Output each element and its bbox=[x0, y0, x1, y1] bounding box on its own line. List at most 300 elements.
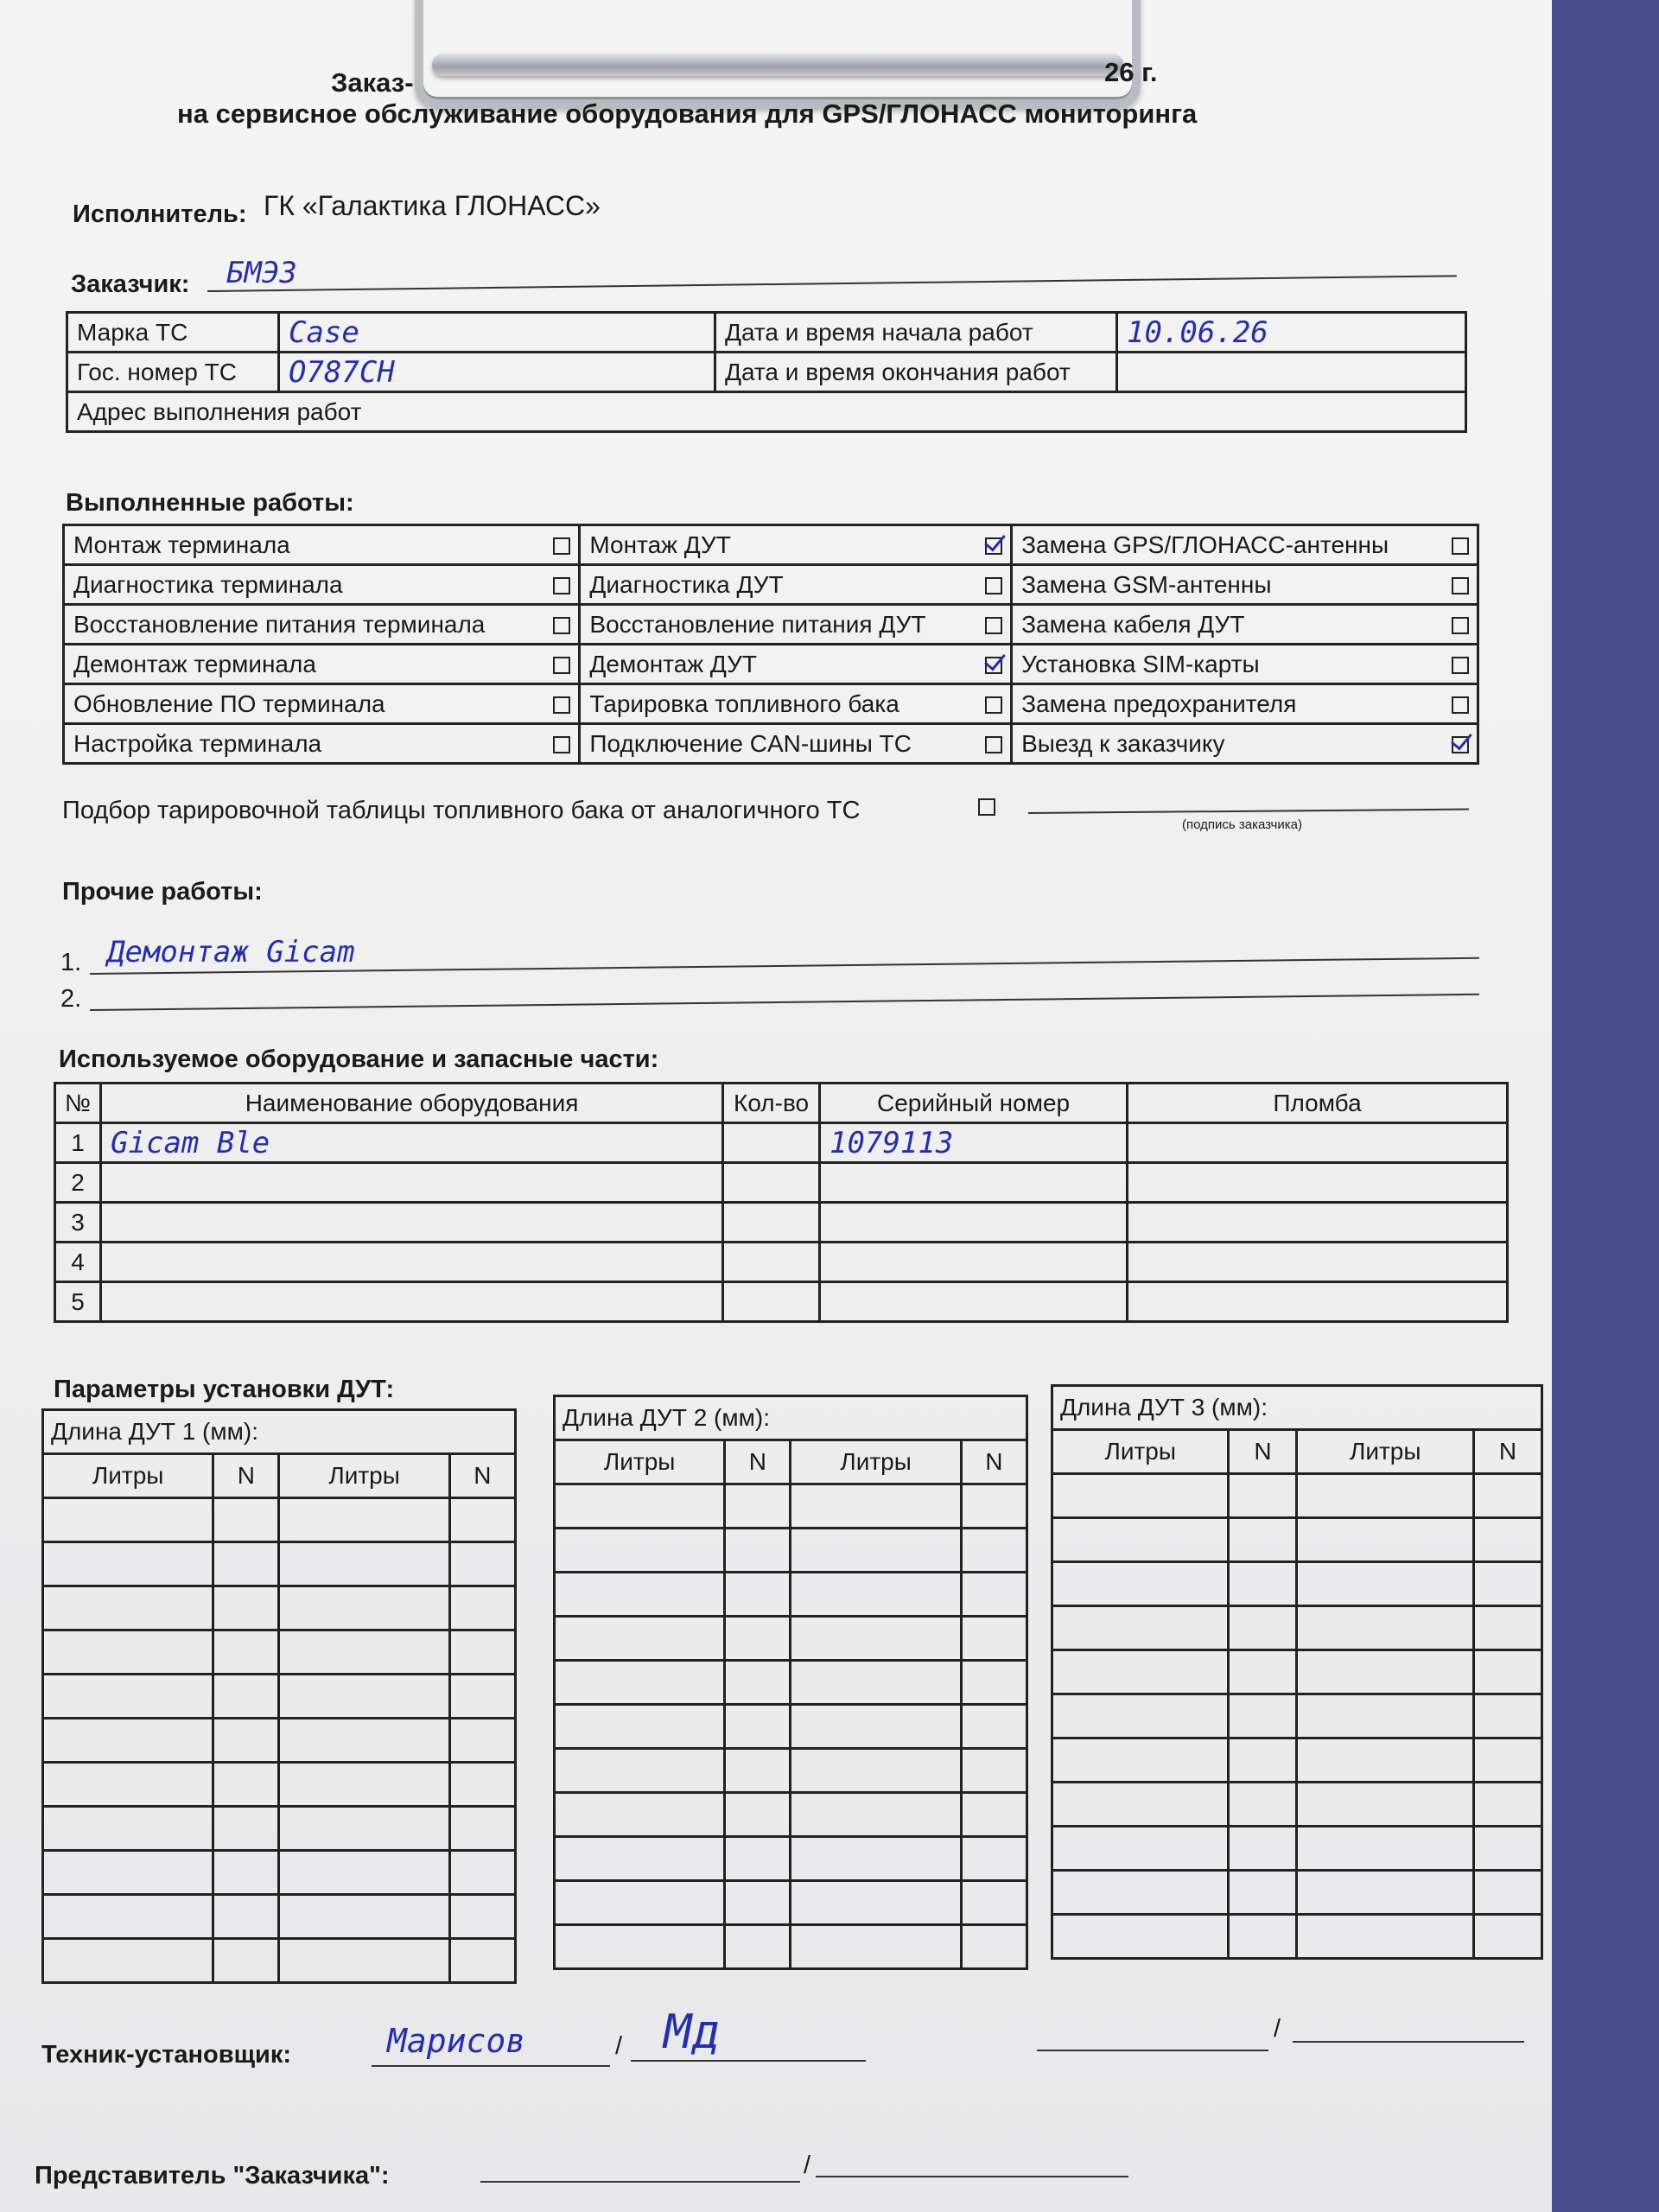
table-row bbox=[555, 1573, 1027, 1617]
dut-cell[interactable] bbox=[213, 1586, 279, 1630]
dut-cell[interactable] bbox=[1297, 1562, 1473, 1606]
dut-cell[interactable] bbox=[961, 1793, 1027, 1837]
dut-cell[interactable] bbox=[449, 1851, 515, 1895]
dut-cell[interactable] bbox=[1052, 1694, 1229, 1738]
other-works-title: Прочие работы: bbox=[62, 878, 263, 906]
equipment-cell[interactable] bbox=[1128, 1243, 1508, 1282]
dut-header: N bbox=[449, 1454, 515, 1498]
work-checkbox[interactable] bbox=[985, 537, 1002, 555]
dut-cell[interactable] bbox=[279, 1763, 449, 1807]
work-checkbox[interactable] bbox=[553, 657, 570, 674]
installer-label: Техник-установщик: bbox=[41, 2041, 292, 2069]
dut-cell[interactable] bbox=[1052, 1650, 1229, 1694]
dut-cell[interactable] bbox=[1229, 1915, 1297, 1959]
table-row bbox=[55, 1123, 1508, 1163]
dut-cell[interactable] bbox=[213, 1807, 279, 1851]
dut-cell[interactable] bbox=[43, 1498, 213, 1542]
dut-cell[interactable] bbox=[791, 1661, 961, 1705]
dut-cell[interactable] bbox=[961, 1573, 1027, 1617]
second-name-line bbox=[1037, 2050, 1268, 2051]
dut-cell[interactable] bbox=[555, 1881, 725, 1925]
table-row bbox=[43, 1630, 516, 1675]
other-work-2-line bbox=[90, 994, 1479, 1011]
work-checkbox[interactable] bbox=[553, 696, 570, 714]
work-checkbox[interactable] bbox=[985, 577, 1002, 594]
dut-cell[interactable] bbox=[555, 1793, 725, 1837]
works-row bbox=[64, 605, 1478, 645]
work-checkbox[interactable] bbox=[1452, 537, 1469, 555]
contractor-value: ГК «Галактика ГЛОНАСС» bbox=[264, 190, 601, 221]
end-value[interactable] bbox=[1117, 353, 1466, 392]
row-number: 5 bbox=[55, 1282, 101, 1322]
dut-cell[interactable] bbox=[961, 1617, 1027, 1661]
dut-cell[interactable] bbox=[1052, 1562, 1229, 1606]
work-label: Демонтаж ДУТ bbox=[580, 645, 977, 684]
dut-cell[interactable] bbox=[555, 1925, 725, 1969]
equipment-cell[interactable] bbox=[101, 1163, 723, 1203]
dut-3-table bbox=[1051, 1384, 1543, 1960]
page-title: на сервисное обслуживание оборудования для GPS/ГЛОНАСС мониторинга bbox=[177, 99, 1198, 129]
dut-cell[interactable] bbox=[279, 1586, 449, 1630]
equipment-cell[interactable] bbox=[101, 1243, 723, 1282]
dut-cell[interactable] bbox=[279, 1498, 449, 1542]
works-row bbox=[64, 645, 1478, 684]
dut-cell[interactable] bbox=[1297, 1871, 1473, 1915]
dut-cell[interactable] bbox=[279, 1630, 449, 1675]
dut-cell[interactable] bbox=[43, 1851, 213, 1895]
dut-cell[interactable] bbox=[961, 1484, 1027, 1529]
dut-cell[interactable] bbox=[449, 1586, 515, 1630]
dut-cell[interactable] bbox=[725, 1881, 791, 1925]
dut-cell[interactable] bbox=[449, 1895, 515, 1939]
table-row bbox=[555, 1793, 1027, 1837]
installer-name[interactable]: Марисов bbox=[387, 2022, 526, 2060]
dut-header: Литры bbox=[791, 1440, 961, 1484]
dut-cell[interactable] bbox=[725, 1925, 791, 1969]
equipment-cell[interactable] bbox=[723, 1203, 820, 1243]
other-work-1-value[interactable]: Демонтаж Gicam bbox=[107, 935, 355, 969]
work-checkbox[interactable] bbox=[553, 537, 570, 555]
dut-cell[interactable] bbox=[1052, 1474, 1229, 1518]
dut-cell[interactable] bbox=[449, 1807, 515, 1851]
dut-cell[interactable] bbox=[555, 1837, 725, 1881]
table-row bbox=[555, 1749, 1027, 1793]
dut-cell[interactable] bbox=[43, 1586, 213, 1630]
dut-2-table bbox=[553, 1395, 1028, 1970]
work-label: Диагностика терминала bbox=[64, 565, 545, 605]
table-row bbox=[555, 1705, 1027, 1749]
dut-cell[interactable] bbox=[1297, 1915, 1473, 1959]
dut-cell[interactable] bbox=[279, 1807, 449, 1851]
customer-rep-label: Представитель "Заказчика": bbox=[35, 2162, 390, 2190]
dut-cell[interactable] bbox=[279, 1719, 449, 1763]
brand-value[interactable]: Case bbox=[279, 313, 715, 353]
works-table bbox=[62, 524, 1479, 765]
equipment-cell[interactable] bbox=[723, 1282, 820, 1322]
dut-cell[interactable] bbox=[725, 1749, 791, 1793]
dut-cell[interactable] bbox=[555, 1573, 725, 1617]
dut-cell[interactable] bbox=[1473, 1738, 1541, 1783]
dut-cell[interactable] bbox=[961, 1529, 1027, 1573]
equipment-cell[interactable] bbox=[1128, 1163, 1508, 1203]
dut-title: Параметры установки ДУТ: bbox=[54, 1376, 395, 1403]
table-row bbox=[43, 1675, 516, 1719]
dut-cell[interactable] bbox=[725, 1793, 791, 1837]
dut-cell[interactable] bbox=[1297, 1738, 1473, 1783]
equipment-cell[interactable]: 1079113 bbox=[820, 1123, 1128, 1163]
dut-cell[interactable] bbox=[725, 1529, 791, 1573]
row-number: 1 bbox=[55, 1123, 101, 1163]
dut-header: Литры bbox=[1297, 1430, 1473, 1474]
equipment-cell[interactable] bbox=[820, 1163, 1128, 1203]
table-row bbox=[43, 1939, 516, 1983]
dut-cell[interactable] bbox=[555, 1705, 725, 1749]
other-work-2-num: 2. bbox=[60, 985, 82, 1013]
equipment-table bbox=[54, 1082, 1509, 1323]
dut-cell[interactable] bbox=[791, 1925, 961, 1969]
dut-caption: Длина ДУТ 2 (мм): bbox=[555, 1396, 1027, 1440]
dut-cell[interactable] bbox=[279, 1542, 449, 1586]
work-checkbox-cell bbox=[545, 645, 580, 684]
table-row bbox=[1052, 1827, 1542, 1871]
dut-cell[interactable] bbox=[213, 1630, 279, 1675]
dut-header: N bbox=[725, 1440, 791, 1484]
work-checkbox-cell bbox=[545, 724, 580, 764]
dut-cell[interactable] bbox=[961, 1661, 1027, 1705]
dut-cell[interactable] bbox=[43, 1895, 213, 1939]
equipment-header: Серийный номер bbox=[820, 1084, 1128, 1123]
second-separator: / bbox=[1274, 2015, 1281, 2043]
dut-cell[interactable] bbox=[43, 1763, 213, 1807]
dut-cell[interactable] bbox=[1297, 1650, 1473, 1694]
dut-cell[interactable] bbox=[1297, 1474, 1473, 1518]
work-checkbox[interactable] bbox=[985, 696, 1002, 714]
dut-cell[interactable] bbox=[43, 1542, 213, 1586]
dut-cell[interactable] bbox=[961, 1705, 1027, 1749]
work-checkbox[interactable] bbox=[1452, 617, 1469, 634]
other-work-1-num: 1. bbox=[60, 949, 82, 976]
equipment-cell[interactable] bbox=[1128, 1123, 1508, 1163]
dut-cell[interactable] bbox=[555, 1617, 725, 1661]
dut-cell[interactable] bbox=[1229, 1871, 1297, 1915]
table-row bbox=[555, 1881, 1027, 1925]
installer-separator: / bbox=[615, 2032, 623, 2060]
calibration-checkbox[interactable] bbox=[978, 798, 995, 816]
equipment-cell[interactable]: Gicam Ble bbox=[101, 1123, 723, 1163]
customer-label: Заказчик: bbox=[71, 270, 190, 298]
table-row bbox=[55, 1282, 1508, 1322]
works-row bbox=[64, 724, 1478, 764]
equipment-title: Используемое оборудование и запасные части: bbox=[59, 1046, 659, 1073]
work-label: Монтаж ДУТ bbox=[580, 525, 977, 565]
dut-cell[interactable] bbox=[213, 1542, 279, 1586]
dut-cell[interactable] bbox=[1297, 1694, 1473, 1738]
work-checkbox-cell bbox=[977, 724, 1012, 764]
work-checkbox-cell bbox=[1444, 724, 1478, 764]
customer-value[interactable]: БМЭЗ bbox=[226, 256, 297, 290]
dut-cell[interactable] bbox=[1052, 1871, 1229, 1915]
table-row bbox=[1052, 1871, 1542, 1915]
dut-cell[interactable] bbox=[791, 1881, 961, 1925]
dut-cell[interactable] bbox=[213, 1939, 279, 1983]
dut-cell[interactable] bbox=[1473, 1606, 1541, 1650]
dut-header: N bbox=[961, 1440, 1027, 1484]
work-label: Демонтаж терминала bbox=[64, 645, 545, 684]
dut-cell[interactable] bbox=[1473, 1518, 1541, 1562]
work-checkbox[interactable] bbox=[985, 736, 1002, 753]
dut-cell[interactable] bbox=[213, 1895, 279, 1939]
table-row bbox=[555, 1529, 1027, 1573]
table-row bbox=[43, 1807, 516, 1851]
work-checkbox[interactable] bbox=[1452, 657, 1469, 674]
dut-cell[interactable] bbox=[449, 1939, 515, 1983]
customer-underline bbox=[207, 275, 1457, 292]
table-row bbox=[43, 1763, 516, 1807]
dut-cell[interactable] bbox=[1052, 1738, 1229, 1783]
equipment-cell[interactable] bbox=[723, 1243, 820, 1282]
table-row bbox=[1052, 1915, 1542, 1959]
work-checkbox[interactable] bbox=[553, 736, 570, 753]
work-label: Настройка терминала bbox=[64, 724, 545, 764]
dut-cell[interactable] bbox=[1297, 1783, 1473, 1827]
dut-cell[interactable] bbox=[791, 1529, 961, 1573]
table-row bbox=[555, 1837, 1027, 1881]
calibration-label: Подбор тарировочной таблицы топливного бака от аналогичного ТС bbox=[62, 797, 861, 824]
dut-cell[interactable] bbox=[791, 1837, 961, 1881]
vehicle-table bbox=[66, 311, 1467, 433]
work-checkbox-cell bbox=[545, 565, 580, 605]
dut-cell[interactable] bbox=[279, 1675, 449, 1719]
brand-label: Марка ТС bbox=[67, 313, 279, 353]
row-number: 2 bbox=[55, 1163, 101, 1203]
dut-cell[interactable] bbox=[43, 1939, 213, 1983]
equipment-cell[interactable] bbox=[723, 1123, 820, 1163]
dut-cell[interactable] bbox=[725, 1617, 791, 1661]
dut-1-table bbox=[41, 1408, 517, 1984]
title-left: Заказ- bbox=[331, 67, 414, 98]
equipment-cell[interactable] bbox=[1128, 1203, 1508, 1243]
dut-cell[interactable] bbox=[725, 1484, 791, 1529]
dut-cell[interactable] bbox=[213, 1498, 279, 1542]
dut-cell[interactable] bbox=[1473, 1694, 1541, 1738]
work-checkbox[interactable] bbox=[1452, 736, 1469, 753]
dut-header: Литры bbox=[555, 1440, 725, 1484]
dut-cell[interactable] bbox=[279, 1851, 449, 1895]
dut-cell[interactable] bbox=[791, 1573, 961, 1617]
installer-signature[interactable]: Мд bbox=[664, 2005, 721, 2059]
work-label: Обновление ПО терминала bbox=[64, 684, 545, 724]
dut-cell[interactable] bbox=[1052, 1827, 1229, 1871]
work-label: Замена GPS/ГЛОНАСС-антенны bbox=[1012, 525, 1444, 565]
table-row bbox=[55, 1203, 1508, 1243]
table-row bbox=[55, 1163, 1508, 1203]
work-checkbox-cell bbox=[977, 605, 1012, 645]
equipment-cell[interactable] bbox=[723, 1163, 820, 1203]
equipment-header: Наименование оборудования bbox=[101, 1084, 723, 1123]
work-checkbox[interactable] bbox=[553, 617, 570, 634]
dut-cell[interactable] bbox=[725, 1837, 791, 1881]
dut-cell[interactable] bbox=[213, 1763, 279, 1807]
end-label: Дата и время окончания работ bbox=[715, 353, 1117, 392]
dut-cell[interactable] bbox=[725, 1661, 791, 1705]
second-sign-line bbox=[1293, 2041, 1524, 2043]
dut-cell[interactable] bbox=[449, 1498, 515, 1542]
dut-cell[interactable] bbox=[1229, 1606, 1297, 1650]
dut-cell[interactable] bbox=[449, 1719, 515, 1763]
dut-cell[interactable] bbox=[1473, 1474, 1541, 1518]
customer-signature-line bbox=[1028, 809, 1469, 814]
dut-cell[interactable] bbox=[791, 1617, 961, 1661]
work-label: Диагностика ДУТ bbox=[580, 565, 977, 605]
dut-cell[interactable] bbox=[279, 1895, 449, 1939]
dut-cell[interactable] bbox=[791, 1484, 961, 1529]
contractor-label: Исполнитель: bbox=[73, 200, 247, 228]
work-checkbox[interactable] bbox=[985, 617, 1002, 634]
works-row bbox=[64, 684, 1478, 724]
dut-cell[interactable] bbox=[1229, 1738, 1297, 1783]
dut-cell[interactable] bbox=[1473, 1915, 1541, 1959]
table-row bbox=[555, 1484, 1027, 1529]
dut-cell[interactable] bbox=[1473, 1650, 1541, 1694]
work-checkbox[interactable] bbox=[1452, 577, 1469, 594]
dut-header: Литры bbox=[1052, 1430, 1229, 1474]
start-label: Дата и время начала работ bbox=[715, 313, 1117, 353]
work-checkbox[interactable] bbox=[1452, 696, 1469, 714]
dut-cell[interactable] bbox=[725, 1705, 791, 1749]
dut-cell[interactable] bbox=[43, 1719, 213, 1763]
table-row bbox=[43, 1895, 516, 1939]
dut-cell[interactable] bbox=[555, 1661, 725, 1705]
works-row bbox=[64, 525, 1478, 565]
dut-cell[interactable] bbox=[1229, 1562, 1297, 1606]
dut-cell[interactable] bbox=[449, 1630, 515, 1675]
equipment-header: № bbox=[55, 1084, 101, 1123]
dut-cell[interactable] bbox=[555, 1749, 725, 1793]
row-number: 3 bbox=[55, 1203, 101, 1243]
equipment-cell[interactable] bbox=[101, 1203, 723, 1243]
work-checkbox[interactable] bbox=[553, 577, 570, 594]
dut-cell[interactable] bbox=[1297, 1518, 1473, 1562]
work-checkbox-cell bbox=[977, 645, 1012, 684]
dut-caption: Длина ДУТ 3 (мм): bbox=[1052, 1386, 1542, 1430]
table-row bbox=[555, 1925, 1027, 1969]
dut-cell[interactable] bbox=[1052, 1915, 1229, 1959]
dut-cell[interactable] bbox=[213, 1851, 279, 1895]
work-label: Тарировка топливного бака bbox=[580, 684, 977, 724]
equipment-header: Кол-во bbox=[723, 1084, 820, 1123]
dut-cell[interactable] bbox=[43, 1630, 213, 1675]
work-label: Установка SIM-карты bbox=[1012, 645, 1444, 684]
dut-cell[interactable] bbox=[1473, 1827, 1541, 1871]
dut-cell[interactable] bbox=[961, 1881, 1027, 1925]
dut-cell[interactable] bbox=[1229, 1650, 1297, 1694]
installer-name-line bbox=[372, 2065, 610, 2067]
table-row bbox=[555, 1617, 1027, 1661]
dut-cell[interactable] bbox=[449, 1675, 515, 1719]
dut-cell[interactable] bbox=[1297, 1606, 1473, 1650]
equipment-cell[interactable] bbox=[820, 1203, 1128, 1243]
dut-cell[interactable] bbox=[791, 1793, 961, 1837]
dut-cell[interactable] bbox=[43, 1807, 213, 1851]
dut-cell[interactable] bbox=[1052, 1606, 1229, 1650]
table-row bbox=[55, 1243, 1508, 1282]
table-row bbox=[1052, 1783, 1542, 1827]
dut-cell[interactable] bbox=[213, 1719, 279, 1763]
work-checkbox-cell bbox=[545, 605, 580, 645]
dut-cell[interactable] bbox=[1473, 1871, 1541, 1915]
table-row bbox=[1052, 1694, 1542, 1738]
dut-header: N bbox=[1229, 1430, 1297, 1474]
plate-label: Гос. номер ТС bbox=[67, 353, 279, 392]
dut-cell[interactable] bbox=[449, 1763, 515, 1807]
work-checkbox-cell bbox=[1444, 645, 1478, 684]
dut-cell[interactable] bbox=[555, 1484, 725, 1529]
work-checkbox-cell bbox=[1444, 684, 1478, 724]
work-checkbox[interactable] bbox=[985, 657, 1002, 674]
row-number: 4 bbox=[55, 1243, 101, 1282]
work-label: Замена предохранителя bbox=[1012, 684, 1444, 724]
title-right: 26 г. bbox=[1104, 57, 1158, 87]
table-row bbox=[1052, 1738, 1542, 1783]
plate-value[interactable]: О787СН bbox=[279, 353, 715, 392]
dut-cell[interactable] bbox=[725, 1573, 791, 1617]
dut-cell[interactable] bbox=[1473, 1783, 1541, 1827]
work-label: Замена кабеля ДУТ bbox=[1012, 605, 1444, 645]
work-label: Замена GSM-антенны bbox=[1012, 565, 1444, 605]
dut-cell[interactable] bbox=[961, 1837, 1027, 1881]
equipment-header: Пломба bbox=[1128, 1084, 1508, 1123]
dut-cell[interactable] bbox=[791, 1705, 961, 1749]
works-title: Выполненные работы: bbox=[66, 489, 354, 517]
dut-header: Литры bbox=[279, 1454, 449, 1498]
dut-header: Литры bbox=[43, 1454, 213, 1498]
signature-caption: (подпись заказчика) bbox=[1182, 817, 1302, 832]
dut-cell[interactable] bbox=[1052, 1783, 1229, 1827]
dut-cell[interactable] bbox=[1229, 1474, 1297, 1518]
dut-cell[interactable] bbox=[961, 1749, 1027, 1793]
dut-cell[interactable] bbox=[791, 1749, 961, 1793]
work-checkbox-cell bbox=[1444, 525, 1478, 565]
dut-cell[interactable] bbox=[279, 1939, 449, 1983]
dut-cell[interactable] bbox=[1229, 1827, 1297, 1871]
dut-cell[interactable] bbox=[1052, 1518, 1229, 1562]
equipment-cell[interactable] bbox=[820, 1282, 1128, 1322]
dut-cell[interactable] bbox=[555, 1529, 725, 1573]
work-label: Восстановление питания терминала bbox=[64, 605, 545, 645]
work-label: Выезд к заказчику bbox=[1012, 724, 1444, 764]
equipment-cell[interactable] bbox=[820, 1243, 1128, 1282]
dut-cell[interactable] bbox=[43, 1675, 213, 1719]
dut-cell[interactable] bbox=[1297, 1827, 1473, 1871]
work-checkbox-cell bbox=[977, 525, 1012, 565]
dut-cell[interactable] bbox=[1473, 1562, 1541, 1606]
customer-rep-sign-line bbox=[816, 2176, 1128, 2177]
dut-cell[interactable] bbox=[1229, 1518, 1297, 1562]
work-checkbox-cell bbox=[545, 525, 580, 565]
dut-cell[interactable] bbox=[449, 1542, 515, 1586]
dut-cell[interactable] bbox=[1229, 1694, 1297, 1738]
dut-header: N bbox=[1473, 1430, 1541, 1474]
dut-cell[interactable] bbox=[1229, 1783, 1297, 1827]
work-label: Монтаж терминала bbox=[64, 525, 545, 565]
table-row bbox=[1052, 1562, 1542, 1606]
dut-cell[interactable] bbox=[213, 1675, 279, 1719]
equipment-cell[interactable] bbox=[1128, 1282, 1508, 1322]
equipment-cell[interactable] bbox=[101, 1282, 723, 1322]
dut-cell[interactable] bbox=[961, 1925, 1027, 1969]
table-row bbox=[43, 1851, 516, 1895]
start-value[interactable]: 10.06.26 bbox=[1117, 313, 1466, 353]
